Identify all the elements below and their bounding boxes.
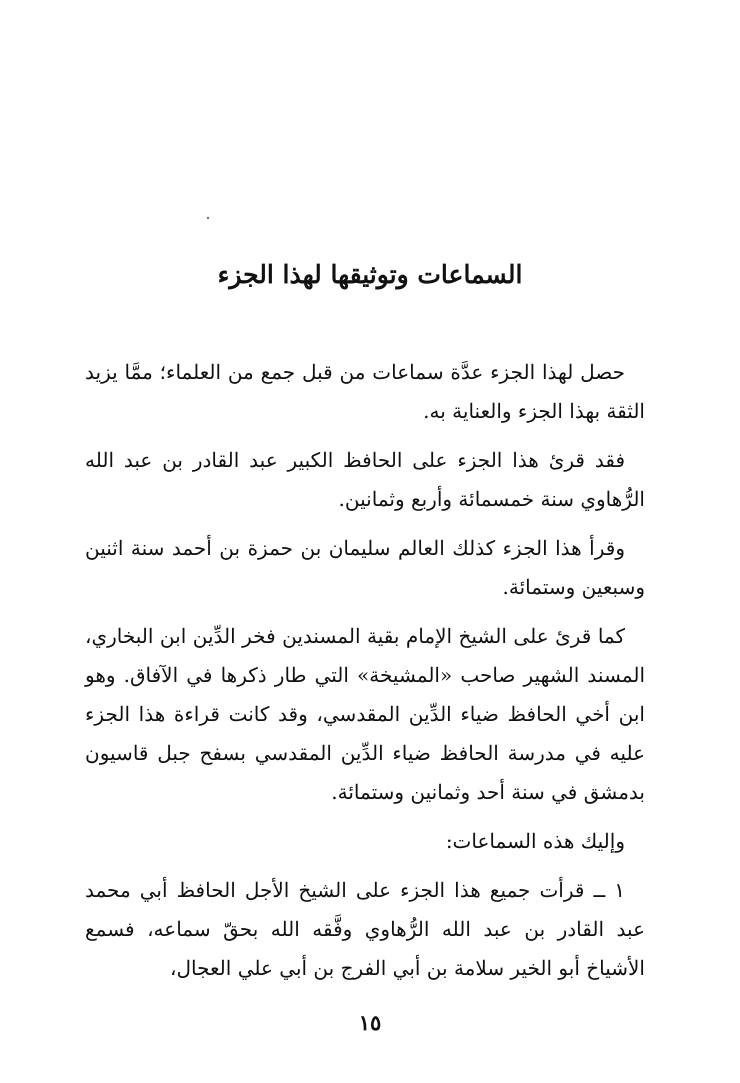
paragraph-first-samaa: ١ ــ قرأت جميع هذا الجزء على الشيخ الأجل الحافظ أبي محمد عبد القادر بن عبد الله الرُّهاوي وفَّقه الله بحقّ سماعه، فسمع الأشياخ أبو الخير سلامة بن أبي الفرج بن أبي علي العجال، bbox=[85, 878, 645, 980]
page-number: ١٥ bbox=[358, 1010, 382, 1035]
scan-speck bbox=[207, 217, 209, 219]
paragraph-bukhari-reading: كما قرئ على الشيخ الإمام بقية المسندين فخر الدِّين ابن البخاري، المسند الشهير صاحب «المشيخة» التي طار ذكرها في الآفاق. وهو ابن أخي الحافظ ضياء الدِّين المقدسي، وقد كانت قراءة هذا الجزء عليه في مدرسة الحافظ ضياء الدِّين المقدسي بسفح جبل قاسيون بدمشق في سنة أحد وثمانين وستمائة. bbox=[85, 624, 645, 804]
paragraph-intro: حصل لهذا الجزء عدَّة سماعات من قبل جمع من العلماء؛ ممَّا يزيد الثقة بهذا الجزء والعناية به. bbox=[85, 360, 645, 423]
paragraph-ruhawi-reading: فقد قرئ هذا الجزء على الحافظ الكبير عبد القادر بن عبد الله الرُّهاوي سنة خمسمائة وأربع وثمانين. bbox=[85, 448, 645, 511]
section-heading: السماعات وتوثيقها لهذا الجزء bbox=[217, 260, 523, 289]
body-text bbox=[85, 353, 645, 998]
paragraph-list-intro: وإليك هذه السماعات: bbox=[445, 829, 625, 853]
paragraph-sulayman-reading: وقرأ هذا الجزء كذلك العالم سليمان بن حمزة بن أحمد سنة اثنين وسبعين وستمائة. bbox=[85, 536, 645, 599]
